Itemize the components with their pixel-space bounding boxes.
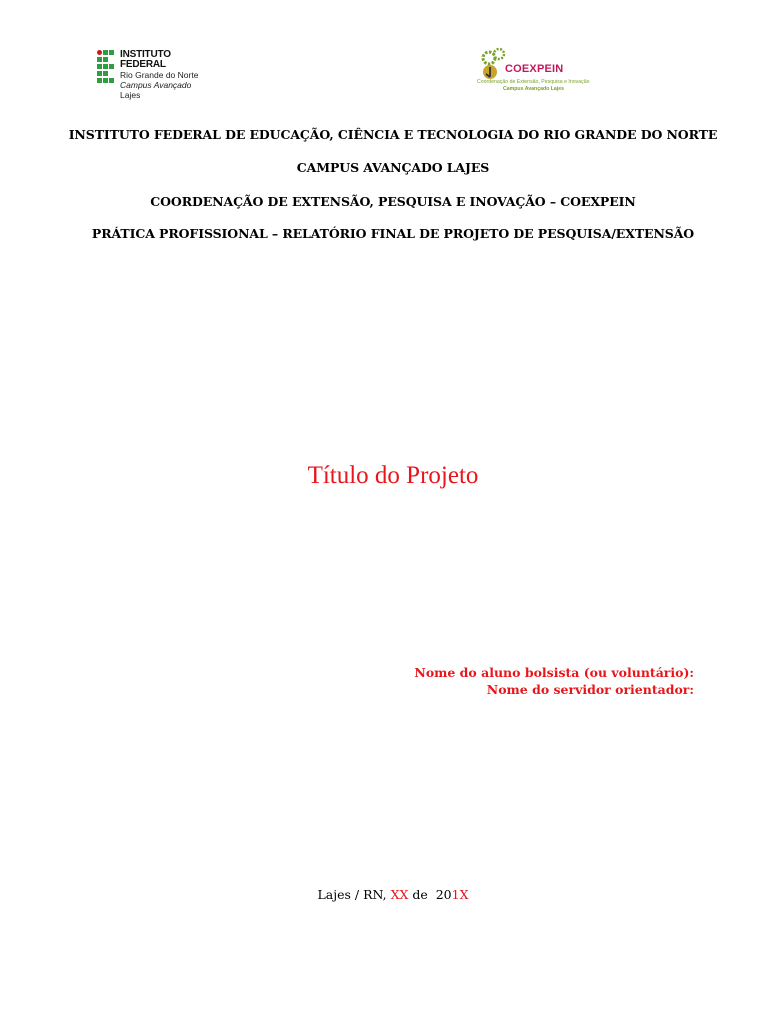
place-date (0, 887, 768, 902)
document-type-heading: PRÁTICA PROFISSIONAL – RELATÓRIO FINAL DE PROJETO DE PESQUISA/EXTENSÃO (91, 226, 695, 241)
coexpein-subtitle: Coordenação de Extensão, Pesquisa e Inovação (477, 79, 590, 85)
coordination-heading: COORDENAÇÃO DE EXTENSÃO, PESQUISA E INOVAÇÃO – COEXPEIN (150, 194, 636, 209)
if-logo-line2: Rio Grande do Norte (120, 70, 199, 80)
coexpein-campus: Campus Avançado Lajes (503, 86, 565, 92)
date-year-suffix: 1X (451, 887, 469, 902)
project-title: Título do Projeto (307, 462, 479, 489)
if-logo-line1: INSTITUTO FEDERAL (120, 49, 171, 70)
instituto-federal-logo (96, 49, 211, 100)
names-block (414, 664, 694, 698)
if-logo-line3: Campus Avançado (120, 80, 192, 90)
gear-icon (479, 47, 507, 81)
institution-heading: INSTITUTO FEDERAL DE EDUCAÇÃO, CIÊNCIA E TECNOLOGIA DO RIO GRANDE DO NORTE (68, 127, 718, 142)
if-logo-line4: Lajes (120, 90, 141, 100)
coexpein-logo (475, 45, 600, 95)
date-day: XX (390, 887, 409, 902)
campus-heading: CAMPUS AVANÇADO LAJES (296, 160, 490, 175)
coexpein-name: COEXPEIN (505, 63, 564, 75)
place-prefix: Lajes / RN, (317, 887, 391, 902)
student-name-label: Nome do aluno bolsista (ou voluntário): (414, 665, 694, 680)
if-grid-icon (96, 50, 116, 90)
date-middle: de 20 (408, 887, 452, 902)
advisor-name-label: Nome do servidor orientador: (486, 682, 694, 697)
